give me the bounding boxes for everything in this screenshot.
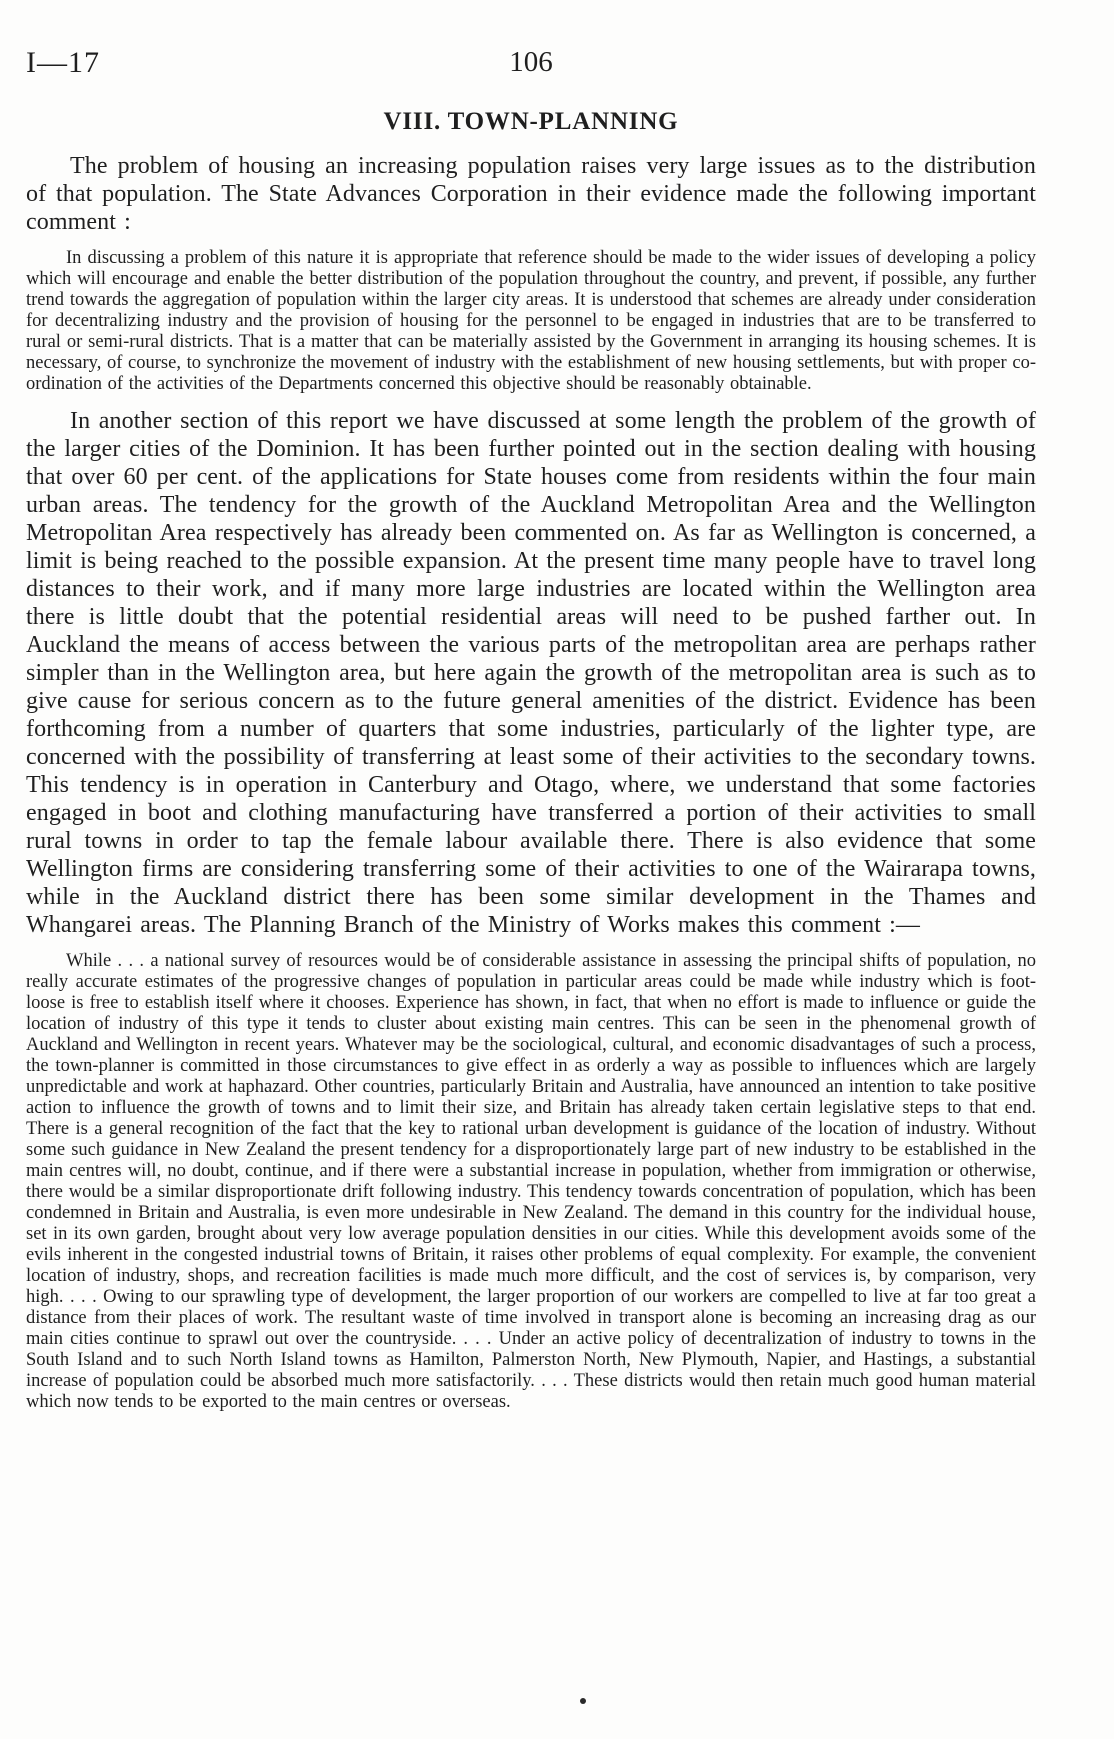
quote-state-advances-corporation: In discussing a problem of this nature it is appropriate that reference should be made to the wider issues of developing a policy which will encourage and enable the better distribution of the population throughout the country, and prevent, if possible, any further trend towards the aggregation of population within the larger city areas. It is understood that schemes are already under consideration for decentralizing industry and the provision of housing for the personnel to be engaged in industries that are to be transferred to rural or semi-rural districts. That is a matter that can be materially assisted by the Government in arranging its housing schemes. It is necessary, of course, to synchronize the movement of industry with the establishment of new housing settlements, but with proper co-ordination of the activities of the Departments concerned this objective should be reasonably obtainable. [26,248,1036,394]
paragraph-main: In another section of this report we have discussed at some length the problem of the growth of the larger cities of the Dominion. It has been further pointed out in the section dealing with housing that over 60 per cent. of the applications for State houses come from residents within the four main urban areas. The tendency for the growth of the Auckland Metropolitan Area and the Wellington Metropolitan Area respectively has already been commented on. As far as Wellington is concerned, a limit is being reached to the possible expansion. At the present time many people have to travel long distances to their work, and if many more large industries are located within the Wellington area there is little doubt that the potential residential areas will need to be pushed farther out. In Auckland the means of access between the various parts of the metropolitan area are perhaps rather simpler than in the Wellington area, but here again the growth of the metropolitan area is such as to give cause for serious concern as to the future general amenities of the district. Evidence has been forthcoming from a number of quarters that some industries, particularly of the lighter type, are concerned with the possibility of transferring at least some of their activities to the secondary towns. This tendency is in operation in Canterbury and Otago, where, we understand that some factories engaged in boot and clothing manufacturing have transferred a portion of their activities to small rural towns in order to tap the female labour available there. There is also evidence that some Wellington firms are considering transferring some of their activities to one of the Wairarapa towns, while in the Auckland district there has been some similar development in the Thames and Whangarei areas. The Planning Branch of the Ministry of Works makes this comment :— [26,408,1036,938]
section-title: VIII. TOWN-PLANNING [383,108,679,135]
report-code: I—17 [26,46,100,79]
quote-ministry-of-works: While . . . a national survey of resources would be of considerable assistance in assessing the principal shifts of population, no really accurate estimates of the progressive changes of population in particular areas could be made while industry which is foot-loose is free to establish itself where it chooses. Experience has shown, in fact, that when no effort is made to influence or guide the location of industry of this type it tends to cluster about existing main centres. This can be seen in the phenomenal growth of Auckland and Wellington in recent years. Whatever may be the sociological, cultural, and economic disadvantages of such a process, the town-planner is committed in those circumstances to give effect in as orderly a way as possible to influences which are largely unpredictable and work at haphazard. Other countries, particularly Britain and Australia, have announced an intention to take positive action to influence the growth of towns and to limit their size, and Britain has already taken certain legislative steps to that end. There is a general recognition of the fact that the key to rational urban development is guidance of the location of industry. Without some such guidance in New Zealand the present tendency for a disproportionately large part of new industry to be established in the main centres will, no doubt, continue, and if there were a substantial increase in population, whether from immigration or otherwise, there would be a similar disproportionate drift following industry. This tendency towards concentration of population, which has been condemned in Britain and Australia, is even more undesirable in New Zealand. The demand in this country for the individual house, set in its own garden, brought about very low average population densities in our cities. While this development avoids some of the evils inherent in the congested industrial towns of Britain, it raises other problems of equal complexity. For example, the convenient location of industry, shops, and recreation facilities is made much more difficult, and the cost of services is, by comparison, very high. . . . Owing to our sprawling type of development, the larger proportion of our workers are compelled to live at far too great a distance from their places of work. The resultant waste of time involved in transport alone is becoming an increasing drag as our main cities continue to sprawl out over the countryside. . . . Under an active policy of decentralization of industry to towns in the South Island and to such North Island towns as Hamilton, Palmerston North, New Plymouth, Napier, and Hastings, a substantial increase of population could be absorbed much more satisfactorily. . . . These districts would then retain much good human material which now tends to be exported to the main centres or overseas. [26,951,1036,1412]
page-header [26,46,1036,80]
paragraph-intro: The problem of housing an increasing population raises very large issues as to the distribution of that population. The State Advances Corporation in their evidence made the following important comment : [26,153,1036,235]
page-number: 106 [509,46,553,78]
print-artifact-dot [580,1698,586,1704]
